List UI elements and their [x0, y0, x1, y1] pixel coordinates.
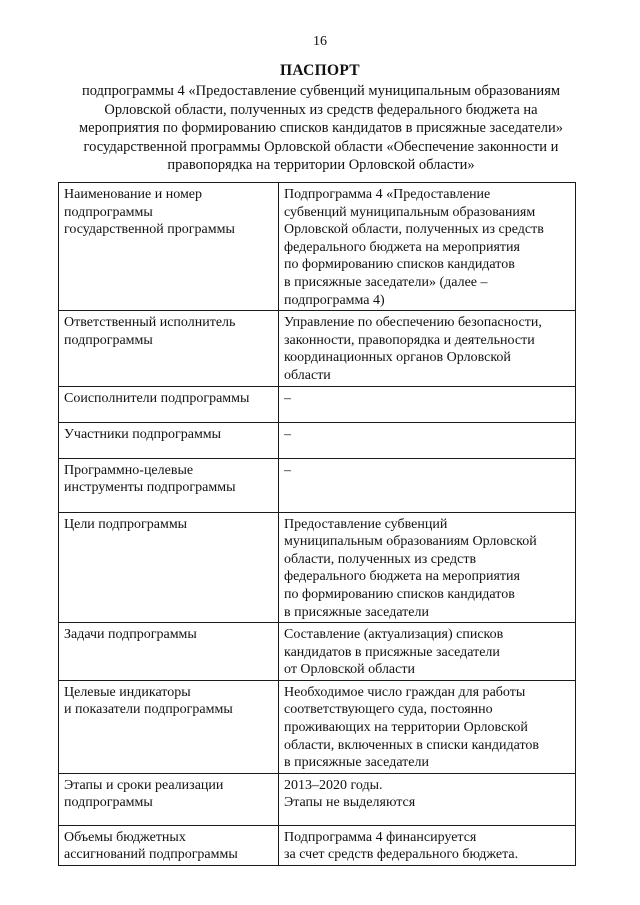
row-value-line: Этапы не выделяются [284, 795, 416, 811]
row-value-line: в присяжные заседатели» (далее – [284, 274, 488, 290]
row-label-line: Наименование и номер [64, 187, 203, 202]
row-value-line: – [284, 390, 291, 406]
row-value-line: области [284, 367, 331, 383]
table-row [59, 680, 576, 773]
row-label-cell [59, 386, 279, 422]
row-value-line: в присяжные заседатели [284, 755, 429, 771]
page-number: 16 [313, 34, 327, 49]
row-label-line: и показатели подпрограммы [64, 702, 233, 718]
row-value-line: проживающих на территории Орловской [284, 720, 528, 736]
table-row [59, 458, 576, 512]
row-label-line: Программно-целевые [64, 462, 194, 478]
row-label-line: Ответственный исполнитель [64, 315, 236, 331]
document-title: ПАСПОРТ [280, 62, 360, 79]
subtitle-line: правопорядка на территории Орловской области» [167, 157, 475, 173]
row-label-line: Участники подпрограммы [64, 426, 222, 442]
table-row [59, 825, 576, 865]
row-value-cell [279, 825, 576, 865]
row-value-line: соответствующего суда, постоянно [284, 702, 493, 718]
row-label-line: ассигнований подпрограммы [64, 847, 238, 863]
row-value-line: Управление по обеспечению безопасности, [284, 315, 542, 331]
row-label-cell [59, 512, 279, 623]
row-label-line: государственной программы [64, 222, 235, 238]
subtitle-line: государственной программы Орловской области «Обеспечение законности и [83, 138, 559, 155]
subtitle-line: подпрограммы 4 «Предоставление субвенций муниципальным образованиям [81, 83, 561, 99]
row-value-line: Орловской области, полученных из средств [284, 222, 544, 238]
row-value-line: Подпрограмма 4 «Предоставление [284, 187, 491, 202]
row-label-line: Целевые индикаторы [64, 684, 191, 700]
row-label-cell [59, 183, 279, 311]
row-value-line: муниципальным образованиям Орловской [284, 534, 537, 550]
row-value-line: – [284, 462, 291, 478]
table-row [59, 183, 576, 311]
row-value-line: за счет средств федерального бюджета. [284, 847, 519, 863]
row-value-line: федерального бюджета на мероприятия [284, 569, 520, 585]
row-value-line: по формированию списков кандидатов [284, 586, 515, 602]
row-label-line: Объемы бюджетных [64, 829, 186, 845]
row-value-line: кандидатов в присяжные заседатели [284, 644, 500, 660]
row-label-cell [59, 825, 279, 865]
row-value-cell [279, 311, 576, 386]
row-label-line: Задачи подпрограммы [64, 627, 197, 643]
row-value-line: координационных органов Орловской [284, 350, 511, 366]
row-value-line: области, полученных из средств [284, 551, 477, 567]
row-value-line: в присяжные заседатели [284, 604, 429, 620]
row-value-line: Составление (актуализация) списков [284, 627, 504, 643]
table-row [59, 512, 576, 623]
row-label-line: Цели подпрограммы [64, 516, 188, 532]
row-value-line: Подпрограмма 4 финансируется [284, 829, 477, 845]
row-value-line: законности, правопорядка и деятельности [284, 332, 535, 348]
passport-table [58, 182, 576, 866]
row-value-cell [279, 623, 576, 681]
row-label-line: подпрограммы [64, 795, 153, 811]
table-row [59, 386, 576, 422]
row-label-cell [59, 311, 279, 386]
row-value-line: Предоставление субвенций [284, 516, 448, 532]
row-label-line: инструменты подпрограммы [64, 480, 236, 496]
row-label-cell [59, 458, 279, 512]
row-label-line: Соисполнители подпрограммы [64, 390, 250, 406]
row-label-line: подпрограммы [64, 332, 153, 348]
row-value-line: субвенций муниципальным образованиям [284, 204, 536, 220]
subtitle-line: Орловской области, полученных из средств федерального бюджета на [104, 101, 538, 118]
row-value-line: Необходимое число граждан для работы [284, 684, 526, 700]
row-value-cell [279, 386, 576, 422]
row-value-line: федерального бюджета на мероприятия [284, 239, 520, 255]
row-value-line: по формированию списков кандидатов [284, 257, 515, 273]
table-row [59, 773, 576, 825]
subtitle-line: мероприятия по формированию списков кандидатов в присяжные заседатели» [78, 120, 564, 136]
row-label-cell [59, 680, 279, 773]
row-label-line: Этапы и сроки реализации [64, 777, 224, 793]
document-subtitle [56, 82, 586, 175]
row-label-cell [59, 422, 279, 458]
row-value-line: подпрограмма 4) [284, 292, 385, 308]
row-label-line: подпрограммы [64, 204, 153, 220]
row-value-cell [279, 680, 576, 773]
row-value-cell [279, 422, 576, 458]
row-value-line: 2013–2020 годы. [284, 777, 383, 793]
row-value-cell [279, 773, 576, 825]
row-value-cell [279, 183, 576, 311]
table-row [59, 311, 576, 386]
row-value-cell [279, 458, 576, 512]
table-row [59, 422, 576, 458]
row-value-line: – [284, 426, 291, 442]
row-label-cell [59, 623, 279, 681]
table-row [59, 623, 576, 681]
row-value-cell [279, 512, 576, 623]
row-value-line: от Орловской области [284, 662, 415, 678]
row-label-cell [59, 773, 279, 825]
row-value-line: области, включенных в списки кандидатов [284, 737, 540, 753]
